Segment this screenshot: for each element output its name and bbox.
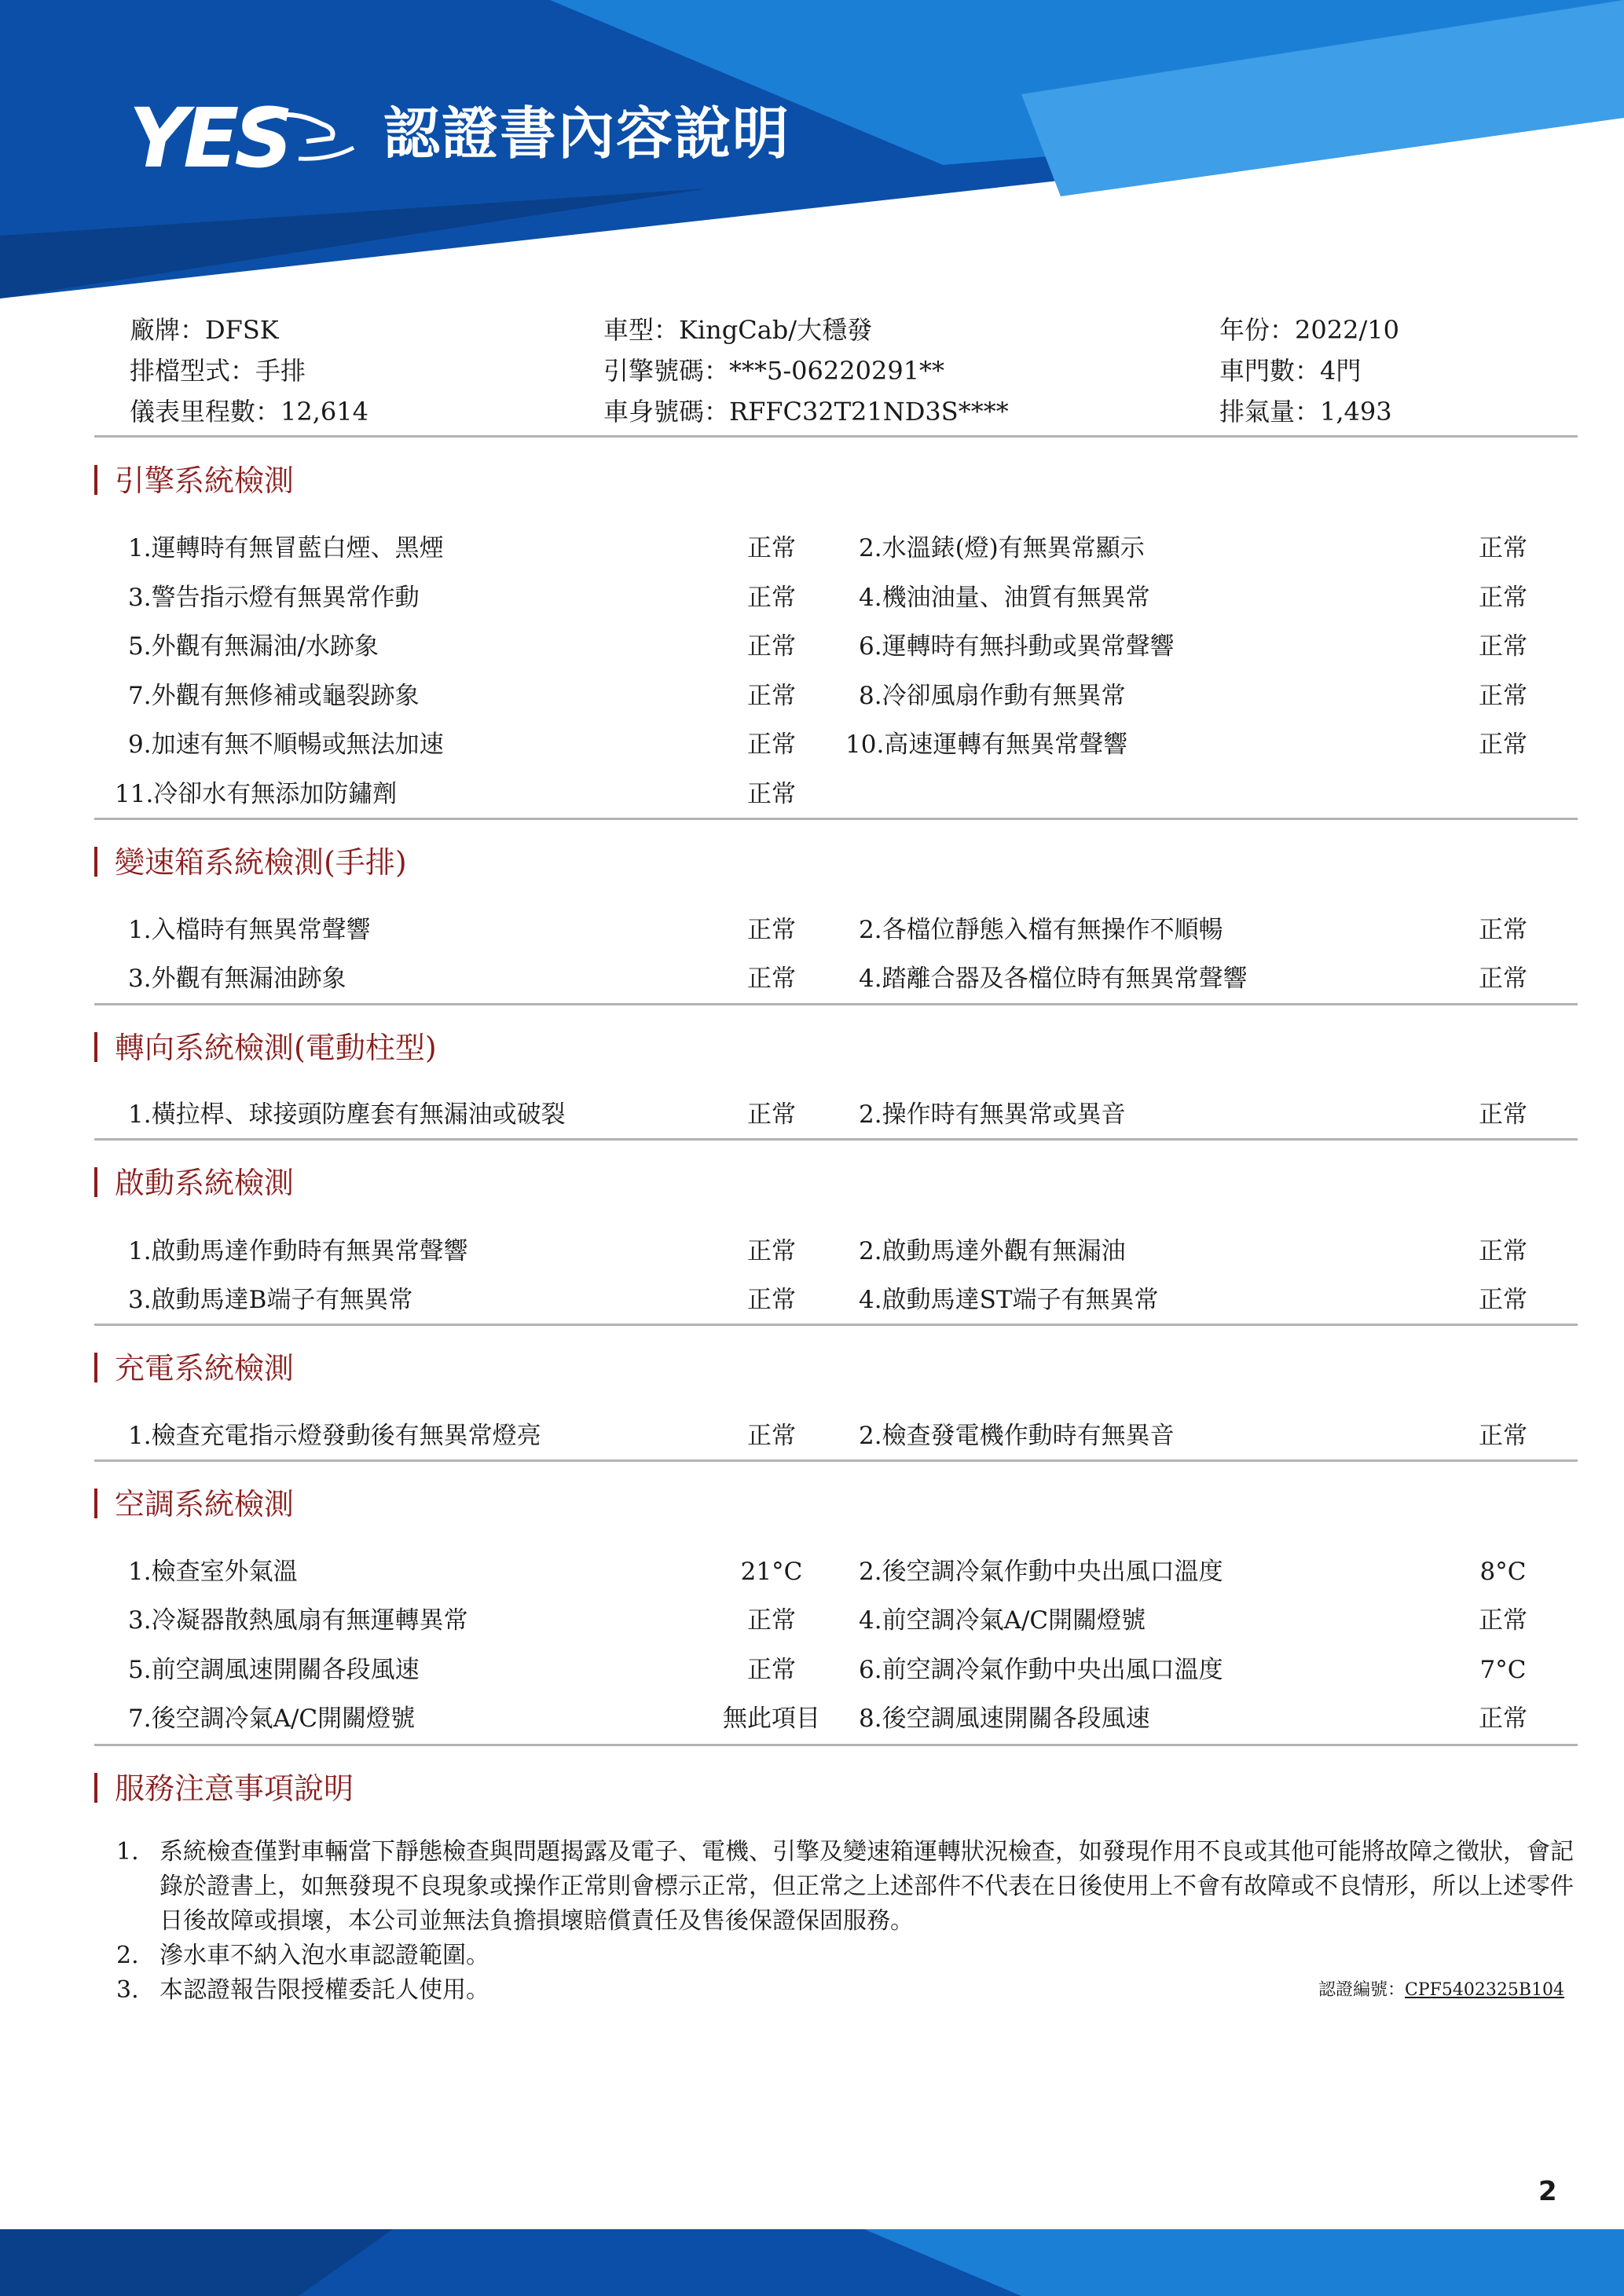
check-item: 1.檢查充電指示燈發動後有無異常燈亮 [128, 1422, 541, 1450]
check-item: 2.各檔位靜態入檔有無操作不順暢 [859, 916, 1223, 944]
check-result: 正常 [747, 965, 796, 993]
section-title-charging: 充電系統檢測 [94, 1349, 294, 1387]
check-result: 正常 [1479, 1606, 1527, 1635]
divider [94, 435, 1578, 438]
check-item: 4.踏離合器及各檔位時有無異常聲響 [859, 965, 1248, 993]
check-result: 正常 [1479, 632, 1527, 661]
check-item: 2.後空調冷氣作動中央出風口溫度 [859, 1558, 1223, 1586]
note-number: 1. [116, 1838, 139, 1866]
check-result: 正常 [1479, 534, 1527, 562]
document-title: 認證書內容說明 [383, 101, 791, 167]
note-text: 滲水車不納入泡水車認證範圍。 [159, 1942, 489, 1969]
check-item: 5.前空調風速開關各段風速 [128, 1656, 420, 1684]
check-item: 1.入檔時有無異常聲響 [128, 916, 371, 944]
divider [94, 1138, 1578, 1141]
divider [94, 818, 1578, 820]
check-item: 4.啟動馬達ST端子有無異常 [859, 1286, 1159, 1314]
certificate-number: 認證編號：CPF5402325B104 [1318, 1980, 1565, 2000]
check-result: 正常 [1479, 1100, 1527, 1129]
check-result: 正常 [1479, 584, 1527, 612]
check-item: 4.機油油量、油質有無異常 [859, 584, 1150, 612]
check-result: 正常 [747, 682, 796, 710]
check-item: 2.水溫錶(燈)有無異常顯示 [859, 534, 1145, 562]
check-result: 正常 [747, 1656, 796, 1684]
check-result: 正常 [747, 1422, 796, 1450]
note-text: 本認證報告限授權委託人使用。 [159, 1976, 489, 2004]
check-result: 正常 [747, 1606, 796, 1635]
check-result: 8°C [1479, 1558, 1527, 1586]
check-item: 1.檢查室外氣溫 [128, 1558, 298, 1586]
check-item: 2.操作時有無異常或異音 [859, 1100, 1126, 1129]
check-item: 2.檢查發電機作動時有無異音 [859, 1422, 1175, 1450]
check-result: 無此項目 [723, 1705, 820, 1733]
check-result: 正常 [747, 1286, 796, 1314]
check-result: 正常 [747, 780, 796, 808]
divider [94, 1744, 1578, 1746]
check-result: 正常 [1479, 1286, 1527, 1314]
check-item: 1.運轉時有無冒藍白煙、黑煙 [128, 534, 444, 562]
divider [94, 1324, 1578, 1326]
check-result: 正常 [747, 1100, 796, 1129]
check-item: 9.加速有無不順暢或無法加速 [128, 731, 444, 759]
body-number-info: 車身號碼：RFFC32T21ND3S**** [603, 397, 1009, 427]
check-result: 21°C [740, 1558, 803, 1586]
check-result: 正常 [1479, 965, 1527, 993]
note-text: 系統檢查僅對車輛當下靜態檢查與問題揭露及電子、電機、引擎及變速箱運轉狀況檢查，如發現作用不良或其他可能將故障之徵狀，會記錄於證書上，如無發現不良現象或操作正常則會標示正常，但正常之上述部件不代表在日後使用上不會有故障或不良情形，所以上述零件日後故障或損壞，本公司並無法負擔損壞賠償責任及售後保證保固服務。 [159, 1838, 1574, 1935]
check-item: 7.外觀有無修補或龜裂跡象 [128, 682, 420, 710]
check-result: 正常 [1479, 731, 1527, 759]
divider [94, 1459, 1578, 1462]
section-title-transmission: 變速箱系統檢測(手排) [94, 844, 407, 881]
check-result: 正常 [747, 1237, 796, 1265]
check-item: 1.橫拉桿、球接頭防塵套有無漏油或破裂 [128, 1100, 566, 1129]
check-result: 正常 [747, 916, 796, 944]
yes-logo [126, 93, 361, 179]
check-item: 6.前空調冷氣作動中央出風口溫度 [859, 1656, 1223, 1684]
note-number: 3. [116, 1976, 139, 2004]
check-item: 8.後空調風速開關各段風速 [859, 1705, 1150, 1733]
check-item: 3.啟動馬達B端子有無異常 [128, 1286, 413, 1314]
check-result: 正常 [1479, 682, 1527, 710]
section-title-air-conditioning: 空調系統檢測 [94, 1485, 294, 1523]
section-title-steering: 轉向系統檢測(電動柱型) [94, 1029, 437, 1067]
year-info: 年份：2022/10 [1219, 315, 1399, 345]
check-item: 6.運轉時有無抖動或異常聲響 [859, 632, 1175, 661]
check-item: 8.冷卻風扇作動有無異常 [859, 682, 1126, 710]
check-result: 正常 [1479, 916, 1527, 944]
check-result: 正常 [747, 534, 796, 562]
transmission-info: 排檔型式：手排 [130, 356, 306, 386]
check-result: 正常 [747, 731, 796, 759]
note-number: 2. [116, 1942, 139, 1969]
check-item: 11.冷卻水有無添加防鏽劑 [115, 780, 398, 808]
doors-info: 車門數：4門 [1219, 356, 1362, 386]
check-item: 10.高速運轉有無異常聲響 [845, 731, 1128, 759]
section-title-notes: 服務注意事項說明 [94, 1770, 354, 1807]
check-result: 正常 [747, 584, 796, 612]
check-result: 正常 [747, 632, 796, 661]
check-item: 3.冷凝器散熱風扇有無運轉異常 [128, 1606, 468, 1635]
model-info: 車型：KingCab/大穩發 [603, 315, 873, 345]
displacement-info: 排氣量：1,493 [1219, 397, 1392, 427]
check-result: 正常 [1479, 1705, 1527, 1733]
footer-banner [0, 2229, 1624, 2296]
engine-number-info: 引擎號碼：***5-06220291** [603, 356, 945, 386]
check-result: 正常 [1479, 1237, 1527, 1265]
section-title-engine: 引擎系統檢測 [94, 462, 294, 500]
check-item: 2.啟動馬達外觀有無漏油 [859, 1237, 1126, 1265]
svg-text:YES: YES [129, 93, 289, 179]
divider [94, 1003, 1578, 1005]
check-item: 5.外觀有無漏油/水跡象 [128, 632, 379, 661]
check-item: 7.後空調冷氣A/C開關燈號 [128, 1705, 416, 1733]
section-title-starter: 啟動系統檢測 [94, 1164, 294, 1202]
page-number: 2 [1538, 2176, 1557, 2207]
check-item: 3.外觀有無漏油跡象 [128, 965, 346, 993]
check-item: 4.前空調冷氣A/C開關燈號 [859, 1606, 1146, 1635]
check-result: 正常 [1479, 1422, 1527, 1450]
mileage-info: 儀表里程數：12,614 [130, 397, 368, 427]
check-item: 3.警告指示燈有無異常作動 [128, 584, 420, 612]
brand-info: 廠牌：DFSK [130, 315, 279, 345]
check-item: 1.啟動馬達作動時有無異常聲響 [128, 1237, 468, 1265]
check-result: 7°C [1479, 1656, 1527, 1684]
